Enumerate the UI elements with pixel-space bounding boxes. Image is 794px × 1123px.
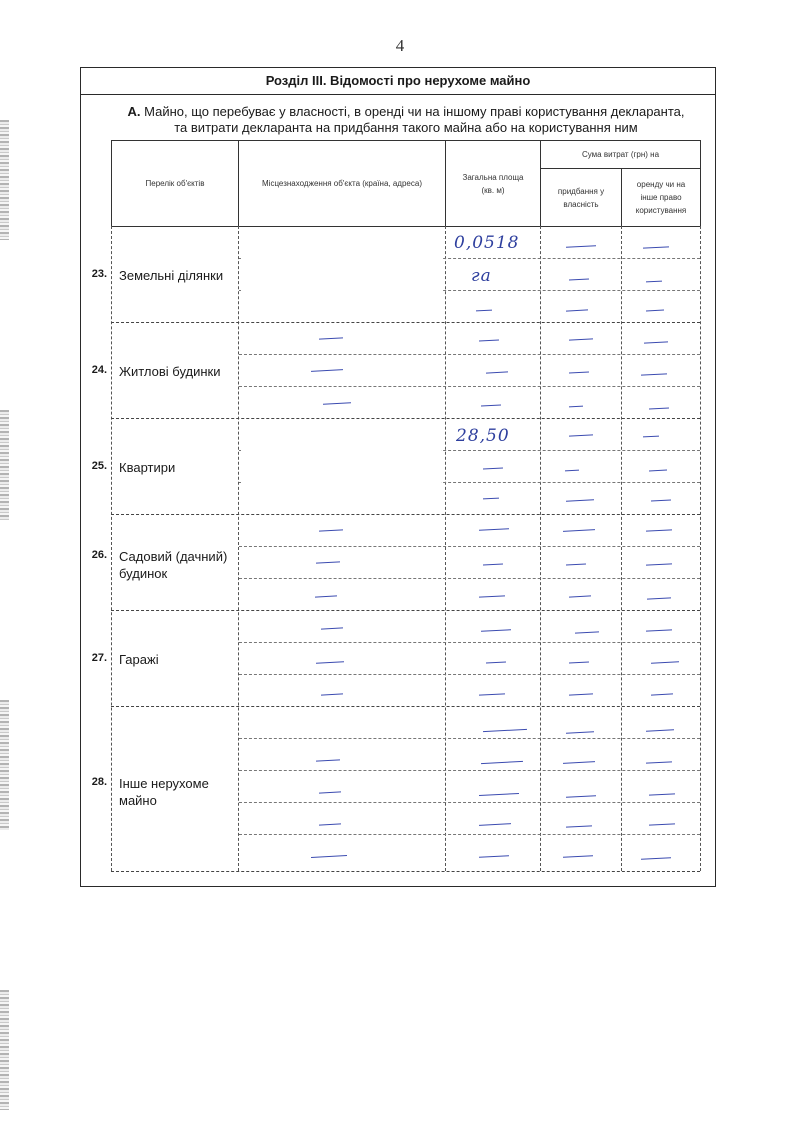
- redacted-location-apartment: [241, 422, 441, 508]
- row-divider: [239, 802, 700, 803]
- subsection-heading: [111, 104, 701, 136]
- row-label-houses: Житлові будинки: [119, 364, 221, 379]
- row-number: 26.: [91, 549, 107, 561]
- row-divider: [239, 354, 700, 355]
- scan-edge-lower: [0, 700, 9, 830]
- handwritten-apartment-area: 28,50: [456, 426, 510, 446]
- subsection-line-1: Майно, що перебуває у власності, в оренді чи на іншому праві користування декларанта,: [144, 104, 685, 119]
- row-number: 24.: [91, 364, 107, 376]
- section-title: Розділ ІІІ. Відомості про нерухоме майно: [81, 68, 715, 95]
- row-divider: [239, 738, 700, 739]
- row-label-apartments: Квартири: [119, 460, 176, 475]
- handwritten-land-area: 0,0518: [454, 233, 520, 253]
- header-rent: оренду чи на інше право користування: [621, 168, 701, 227]
- row-divider: [239, 674, 700, 675]
- scan-edge-top: [0, 120, 9, 240]
- row-label-other-property: Інше нерухоме майно: [119, 776, 209, 808]
- scan-edge-bottom: [0, 990, 9, 1110]
- header-objects: Перелік об'єктів: [111, 140, 239, 227]
- scan-edge-middle: [0, 410, 9, 520]
- header-area: Загальна площа (кв. м): [445, 140, 541, 227]
- header-costs: Сума витрат (грн) на: [540, 140, 701, 169]
- group-divider: [111, 610, 700, 611]
- section-frame: [80, 67, 716, 887]
- subsection-letter: А.: [127, 104, 141, 119]
- group-divider: [111, 322, 700, 323]
- row-divider: [239, 770, 700, 771]
- row-divider: [239, 578, 700, 579]
- page-number: 4: [395, 36, 405, 55]
- header-location: Місцезнаходження об'єкта (країна, адреса): [238, 140, 446, 227]
- row-divider: [239, 642, 700, 643]
- group-divider: [111, 514, 700, 515]
- redacted-location-land: [241, 229, 443, 319]
- row-number: 28.: [91, 776, 107, 788]
- handwritten-land-area-unit: га: [471, 266, 492, 286]
- column-divider: [700, 226, 701, 871]
- subsection-line-2: та витрати декларанта на придбання такого майна або на користування ним: [174, 120, 638, 135]
- group-divider: [111, 418, 700, 419]
- row-number: 25.: [91, 460, 107, 472]
- row-label-garden-house: Садовий (дачний) будинок: [119, 549, 228, 581]
- row-label-garages: Гаражі: [119, 652, 159, 667]
- property-table: [91, 140, 701, 872]
- row-number: 23.: [91, 268, 107, 280]
- table-bottom: [111, 871, 700, 872]
- row-label-land: Земельні ділянки: [119, 268, 224, 283]
- row-number: 27.: [91, 652, 107, 664]
- header-purchase: придбання у власність: [540, 168, 622, 227]
- group-divider: [111, 706, 700, 707]
- row-divider: [239, 834, 700, 835]
- row-divider: [239, 386, 700, 387]
- row-divider: [239, 546, 700, 547]
